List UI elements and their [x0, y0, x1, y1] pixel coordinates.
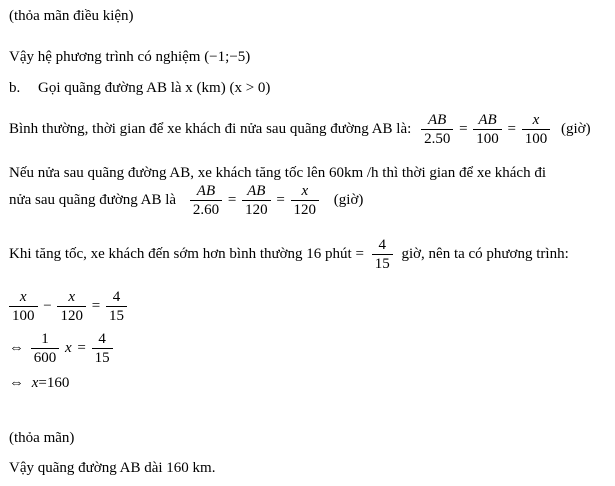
line-system-solution: Vậy hệ phương trình có nghiệm (−1;−5): [9, 49, 251, 65]
equation-line-3: [9, 374, 69, 392]
line-condition-satisfied: (thỏa mãn điều kiện): [9, 8, 134, 24]
fraction-numerator: 4: [112, 289, 121, 305]
variable-x: x: [65, 340, 72, 356]
fraction-numerator: AB: [428, 112, 447, 128]
unit-hours: (giờ): [561, 121, 591, 137]
fraction-denominator: 15: [372, 254, 393, 272]
line-conclusion: Vậy quãng đường AB dài 160 km.: [9, 460, 216, 476]
fraction-numerator: 4: [378, 237, 386, 253]
fraction-numerator: AB: [247, 183, 266, 199]
fraction-numerator: x: [68, 289, 76, 305]
arrive-early-text: Khi tăng tốc, xe khách đến sớm hơn bình thường 16 phút =: [9, 246, 364, 262]
iff-symbol: ⇔: [9, 375, 24, 391]
line-speed-up-time: [9, 183, 363, 218]
fraction-denominator: 120: [291, 200, 320, 218]
fraction-x-over-100: [9, 289, 38, 324]
line-normal-time: [9, 112, 591, 147]
equals-sign: =: [227, 192, 237, 208]
unit-hours: (giờ): [333, 192, 364, 208]
equals-sign: =: [276, 192, 285, 208]
fraction-denominator: 100: [9, 306, 38, 324]
iff-symbol: ⇔: [9, 340, 24, 356]
fraction-numerator: 1: [41, 331, 49, 347]
fraction-denominator: 120: [242, 200, 271, 218]
fraction-denominator: 600: [31, 348, 60, 366]
variable-x: x: [31, 375, 39, 391]
line-speed-up-intro: Nếu nửa sau quãng đường AB, xe khách tăng tốc lên 60km /h thì thời gian để xe khách đi: [9, 165, 547, 181]
fraction-x-over-120: [291, 183, 320, 218]
fraction-numerator: x: [301, 183, 309, 199]
equals-sign: =: [459, 121, 468, 137]
line-part-b: [9, 79, 270, 97]
equals-sign: =: [38, 375, 47, 391]
fraction-x-over-100: [522, 112, 551, 147]
fraction-denominator: 2.50: [421, 129, 453, 147]
fraction-4-over-15: [372, 237, 393, 272]
equation-line-2: [9, 331, 114, 366]
fraction-4-over-15: [106, 289, 127, 324]
fraction-ab-over-100: [473, 112, 502, 147]
line-arrive-early: [9, 237, 569, 272]
fraction-denominator: 100: [522, 129, 551, 147]
fraction-numerator: 4: [98, 331, 106, 347]
fraction-4-over-15: [92, 331, 113, 366]
equals-sign: =: [77, 340, 86, 356]
equation-line-1: [9, 289, 128, 324]
fraction-numerator: AB: [196, 183, 216, 199]
result-value: 160: [46, 375, 70, 391]
equals-sign: =: [91, 298, 101, 314]
normal-time-text: Bình thường, thời gian để xe khách đi nửa sau quãng đường AB là:: [9, 121, 412, 137]
fraction-denominator: 2.60: [190, 200, 222, 218]
fraction-ab-over-2-60: [190, 183, 222, 218]
line-satisfied: (thỏa mãn): [9, 430, 75, 446]
fraction-numerator: x: [532, 112, 540, 128]
fraction-1-over-600: [31, 331, 60, 366]
fraction-denominator: 15: [106, 306, 127, 324]
fraction-numerator: AB: [478, 112, 497, 128]
fraction-ab-over-2-50: [421, 112, 453, 147]
fraction-denominator: 15: [92, 348, 113, 366]
minus-sign: −: [43, 298, 52, 314]
fraction-ab-over-120: [242, 183, 271, 218]
part-b-marker: b.: [9, 80, 21, 96]
part-b-text: Gọi quãng đường AB là x (km) (x > 0): [38, 80, 271, 96]
speed-up-time-text: nửa sau quãng đường AB là: [9, 192, 177, 208]
arrive-early-rest: giờ, nên ta có phương trình:: [401, 246, 569, 262]
fraction-numerator: x: [19, 289, 27, 305]
equals-sign: =: [507, 121, 516, 137]
fraction-x-over-120: [57, 289, 86, 324]
fraction-denominator: 120: [57, 306, 86, 324]
fraction-denominator: 100: [473, 129, 502, 147]
